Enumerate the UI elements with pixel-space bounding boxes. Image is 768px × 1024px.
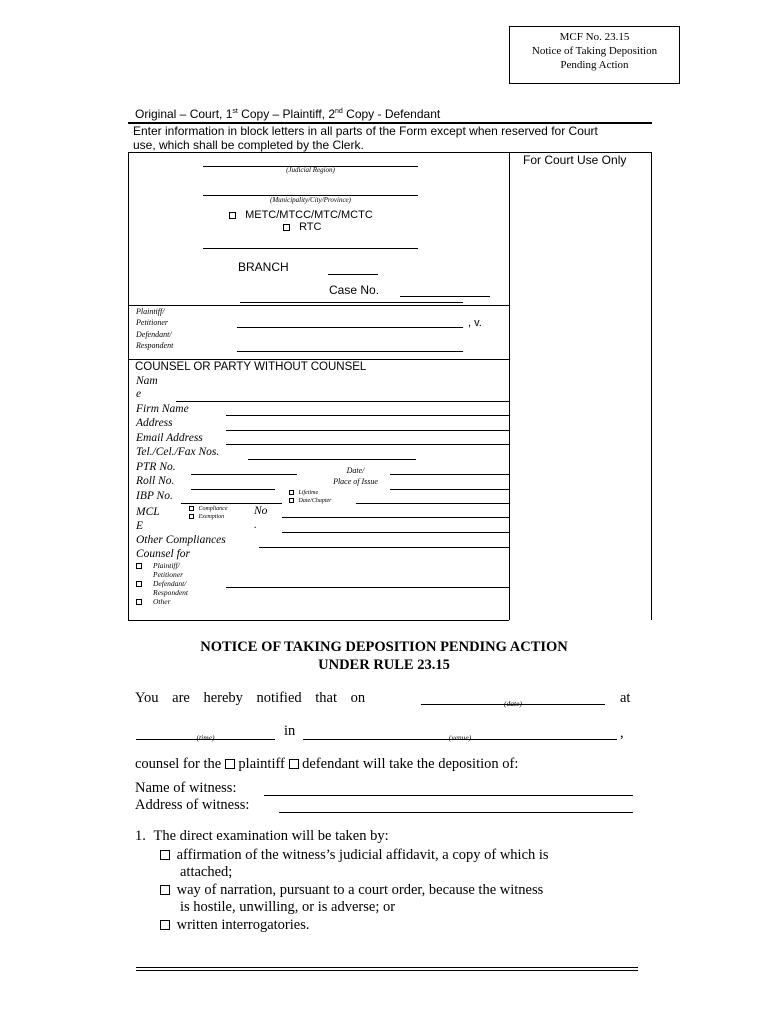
case-no-label: Case No.	[329, 283, 380, 297]
other-compliances-label: Other Compliances	[136, 534, 226, 546]
option-affidavit[interactable]: affirmation of the witness’s judicial affidavit, a copy of which is attached;	[160, 847, 549, 881]
notice-date-line: You are hereby notified that on	[135, 690, 366, 706]
ibp-date-chapter-field[interactable]	[356, 503, 509, 504]
counsel-for-options[interactable]: Plaintiff/ Petitioner Defendant/ Respondent Other	[136, 561, 188, 606]
mcle-options[interactable]: Compliance Exemption	[189, 505, 228, 521]
mcle-date-field[interactable]	[282, 532, 509, 533]
venue-hint: (venue)	[448, 733, 472, 742]
exemption-checkbox[interactable]	[189, 514, 194, 519]
email-field[interactable]	[226, 444, 509, 445]
plaintiff-checkbox[interactable]	[136, 563, 142, 569]
branch-label: BRANCH	[238, 260, 289, 274]
notice-title-line-2: UNDER RULE 23.15	[318, 657, 450, 673]
court-name-line	[203, 248, 418, 249]
ibp-label: IBP No.	[136, 490, 173, 502]
name-label: Nam e	[136, 375, 158, 400]
date-place-field-2[interactable]	[390, 489, 509, 490]
email-label: Email Address	[136, 432, 203, 444]
ptr-label: PTR No.	[136, 461, 176, 473]
mcle-no-field[interactable]	[282, 517, 509, 518]
witness-name-label: Name of witness:	[135, 780, 237, 796]
counsel-for-label: Counsel for	[136, 548, 190, 560]
address-label: Address	[136, 417, 173, 429]
interrogatories-checkbox[interactable]	[160, 920, 170, 930]
narration-checkbox[interactable]	[160, 885, 170, 895]
versus-label: , v.	[468, 317, 482, 329]
compliance-checkbox[interactable]	[189, 506, 194, 511]
tel-label: Tel./Cel./Fax Nos.	[136, 446, 220, 458]
defendant-field[interactable]	[237, 351, 463, 352]
lifetime-checkbox[interactable]	[289, 490, 294, 495]
plaintiff-field[interactable]	[237, 327, 463, 328]
footer-rule-1	[136, 967, 638, 968]
address-field[interactable]	[226, 430, 509, 431]
metc-checkbox[interactable]	[229, 212, 236, 219]
other-checkbox[interactable]	[136, 599, 142, 605]
court-box-left	[128, 152, 129, 620]
rtc-checkbox[interactable]	[283, 224, 290, 231]
instructions: Enter information in block letters in all parts of the Form except when reserved for Court use, which shall be completed by the Clerk.	[133, 124, 598, 152]
defendant-label: Defendant/ Respondent	[136, 330, 174, 350]
roll-field[interactable]	[191, 489, 275, 490]
counsel-for-field[interactable]	[226, 587, 509, 588]
municipality-label: (Municipality/City/Province)	[270, 196, 351, 204]
time-hint: (time)	[196, 733, 215, 742]
court-box-right	[651, 152, 652, 620]
mcle-no-label: No	[254, 505, 268, 517]
other-compliances-field[interactable]	[259, 547, 509, 548]
court-use-divider	[509, 152, 510, 620]
case-no-field[interactable]	[400, 296, 490, 297]
notice-defendant-checkbox[interactable]	[289, 759, 299, 769]
form-number-box	[509, 26, 680, 84]
plaintiff-label: Plaintiff/ Petitioner	[136, 307, 168, 327]
tel-field[interactable]	[248, 459, 416, 460]
court-use-label: For Court Use Only	[523, 153, 627, 167]
date-place-field-1[interactable]	[390, 474, 509, 475]
date-place-label: Date/ Place of Issue	[333, 466, 378, 486]
counsel-for-line: counsel for the plaintiff defendant will take the deposition of:	[135, 756, 519, 772]
mcle-label: MCL E	[136, 506, 160, 532]
at-label: at	[620, 690, 631, 706]
counsel-heading: COUNSEL OR PARTY WITHOUT COUNSEL	[135, 361, 367, 373]
witness-address-field[interactable]	[279, 812, 633, 813]
affidavit-checkbox[interactable]	[160, 850, 170, 860]
form-title-line-2: Pending Action	[560, 59, 629, 71]
form-title-line-1: Notice of Taking Deposition	[531, 45, 658, 57]
rtc-option[interactable]: RTC	[283, 221, 321, 233]
parties-top	[128, 305, 509, 306]
counsel-top	[128, 359, 509, 360]
mcle-no-dot: .	[254, 519, 257, 531]
witness-address-label: Address of witness:	[135, 797, 250, 813]
item-1: 1. The direct examination will be taken by:	[135, 828, 389, 844]
option-narration[interactable]: way of narration, pursuant to a court order, because the witness is hostile, unwilling, or is adverse; or	[160, 882, 543, 916]
court-section-rule	[240, 302, 463, 303]
ibp-field[interactable]	[181, 503, 282, 504]
footer-rule-2	[136, 970, 638, 971]
form-number: MCF No. 23.15	[559, 31, 630, 43]
defendant-checkbox[interactable]	[136, 581, 142, 587]
date-hint: (date)	[504, 699, 522, 708]
in-label: in	[284, 723, 296, 739]
judicial-region-label: (Judicial Region)	[286, 166, 335, 174]
firm-name-field[interactable]	[226, 415, 509, 416]
venue-comma: ,	[620, 725, 624, 741]
witness-name-field[interactable]	[264, 795, 633, 796]
metc-option[interactable]: METC/MTCC/MTC/MCTC	[229, 209, 373, 221]
notice-title	[128, 638, 640, 674]
copies-note: Original – Court, 1st Copy – Plaintiff, 2nd Copy - Defendant	[135, 107, 441, 121]
date-chapter-checkbox[interactable]	[289, 498, 294, 503]
firm-name-label: Firm Name	[136, 403, 189, 415]
notice-title-line-1: NOTICE OF TAKING DEPOSITION PENDING ACTION	[200, 639, 568, 655]
court-box-bottom	[128, 620, 509, 621]
branch-field[interactable]	[328, 274, 378, 275]
name-field[interactable]	[176, 401, 509, 402]
roll-label: Roll No.	[136, 475, 175, 487]
ptr-field[interactable]	[191, 474, 297, 475]
notice-plaintiff-checkbox[interactable]	[225, 759, 235, 769]
lifetime-option[interactable]: Lifetime Date/Chapter	[289, 489, 332, 505]
option-interrogatories[interactable]: written interrogatories.	[160, 917, 310, 934]
